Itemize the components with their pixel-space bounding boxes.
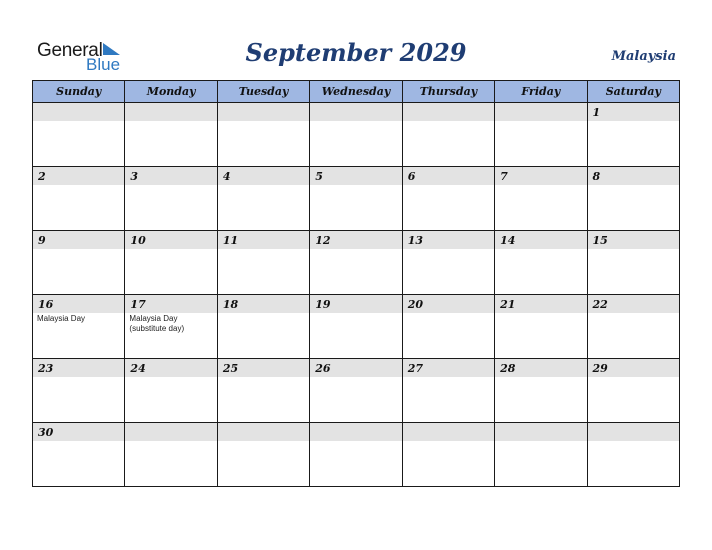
day-cell [217,103,309,167]
weekday-header: Tuesday [217,81,309,103]
day-number-bar [495,423,586,441]
weekday-header-row [33,81,680,103]
day-number: 28 [500,362,516,375]
calendar-body [33,103,680,487]
country-label: Malaysia [611,49,676,64]
day-number: 21 [500,298,516,311]
day-number-bar [218,103,309,121]
holiday-label: Malaysia Day (substitute day) [129,314,185,333]
day-number-bar [588,359,679,377]
day-cell [310,295,402,359]
day-number-bar [588,231,679,249]
day-cell [495,359,587,423]
month-title: September 2029 [245,38,467,67]
day-number-bar [495,103,586,121]
day-number-bar [310,359,401,377]
day-number-bar [218,359,309,377]
day-cell [33,103,125,167]
day-cell [125,231,217,295]
day-number: 6 [407,170,416,183]
generalblue-logo [37,40,127,74]
week-row [33,423,680,487]
day-cell [125,423,217,487]
day-number: 9 [38,234,46,247]
day-cell [495,423,587,487]
day-number-bar [495,167,586,185]
day-cell [587,423,679,487]
day-number-bar [403,167,494,185]
day-cell [125,103,217,167]
day-number: 14 [500,234,516,247]
day-number-bar [310,167,401,185]
day-cell [125,167,217,231]
day-cell [217,167,309,231]
calendar-grid [32,80,680,487]
day-cell [402,359,494,423]
day-number: 4 [222,170,231,183]
day-number-bar [218,231,309,249]
day-number-bar [403,359,494,377]
day-number-bar [33,359,124,377]
day-number: 25 [222,362,239,375]
day-cell [33,359,125,423]
day-number: 1 [592,106,601,119]
week-row [33,231,680,295]
day-number-bar [310,103,401,121]
day-number-bar [588,423,679,441]
day-cell [587,295,679,359]
day-number-bar [33,103,124,121]
day-cell [495,231,587,295]
day-number: 10 [130,234,146,247]
day-number: 2 [38,170,46,183]
day-number: 8 [592,170,601,183]
day-number: 26 [315,362,331,375]
day-number-bar [218,167,309,185]
weekday-header: Thursday [402,81,494,103]
day-number-bar [125,423,216,441]
weekday-header: Wednesday [310,81,402,103]
day-cell [402,231,494,295]
day-number-bar [403,231,494,249]
day-cell [402,295,494,359]
day-number: 11 [222,234,239,247]
day-number-bar [495,295,586,313]
logo-text-blue: Blue [86,55,121,74]
day-number-bar [588,103,679,121]
day-number: 20 [407,298,423,311]
day-number: 19 [315,298,331,311]
day-number: 13 [407,234,423,247]
day-number: 18 [222,298,239,311]
day-cell [217,231,309,295]
week-row [33,103,680,167]
day-number-bar [125,231,216,249]
day-cell [310,359,402,423]
day-number: 30 [38,426,54,439]
day-cell [33,167,125,231]
day-number: 24 [130,362,146,375]
day-cell [402,103,494,167]
day-number: 17 [130,298,146,311]
day-cell [587,103,679,167]
day-number-bar [310,295,401,313]
weekday-header: Saturday [587,81,679,103]
week-row [33,359,680,423]
day-cell [33,295,125,359]
day-number-bar [495,359,586,377]
day-cell [125,295,217,359]
day-number-bar [125,359,216,377]
day-cell [587,167,679,231]
day-number-bar [33,295,124,313]
day-cell [402,423,494,487]
day-number-bar [125,167,216,185]
day-number-bar [588,295,679,313]
day-cell [402,167,494,231]
day-number: 16 [38,298,54,311]
week-row [33,167,680,231]
weekday-header: Monday [125,81,217,103]
day-number-bar [310,231,401,249]
day-number-bar [403,423,494,441]
day-number-bar [218,295,309,313]
day-number-bar [33,167,124,185]
day-number-bar [33,423,124,441]
day-cell [125,359,217,423]
day-cell [217,423,309,487]
day-number: 3 [130,170,139,183]
day-cell [587,231,679,295]
day-cell [310,231,402,295]
day-number-bar [125,103,216,121]
day-number: 23 [38,362,54,375]
day-number: 12 [315,234,331,247]
day-number-bar [403,295,494,313]
day-number: 22 [592,298,608,311]
week-row [33,295,680,359]
day-number: 5 [315,170,323,183]
day-cell [495,103,587,167]
day-number: 15 [592,234,608,247]
day-cell [310,167,402,231]
day-number-bar [403,103,494,121]
holiday-label: Malaysia Day [37,314,86,323]
day-number-bar [495,231,586,249]
weekday-header: Sunday [33,81,125,103]
day-cell [495,295,587,359]
day-number-bar [310,423,401,441]
day-number-bar [588,167,679,185]
day-cell [217,295,309,359]
day-number: 29 [592,362,608,375]
day-cell [310,423,402,487]
day-cell [33,423,125,487]
day-number-bar [33,231,124,249]
day-number-bar [218,423,309,441]
day-cell [33,231,125,295]
logo-text-general: General [37,40,103,61]
day-cell [217,359,309,423]
day-cell [310,103,402,167]
day-cell [587,359,679,423]
day-number: 27 [407,362,423,375]
day-number: 7 [500,170,508,183]
weekday-header: Friday [495,81,587,103]
day-cell [495,167,587,231]
day-number-bar [125,295,216,313]
